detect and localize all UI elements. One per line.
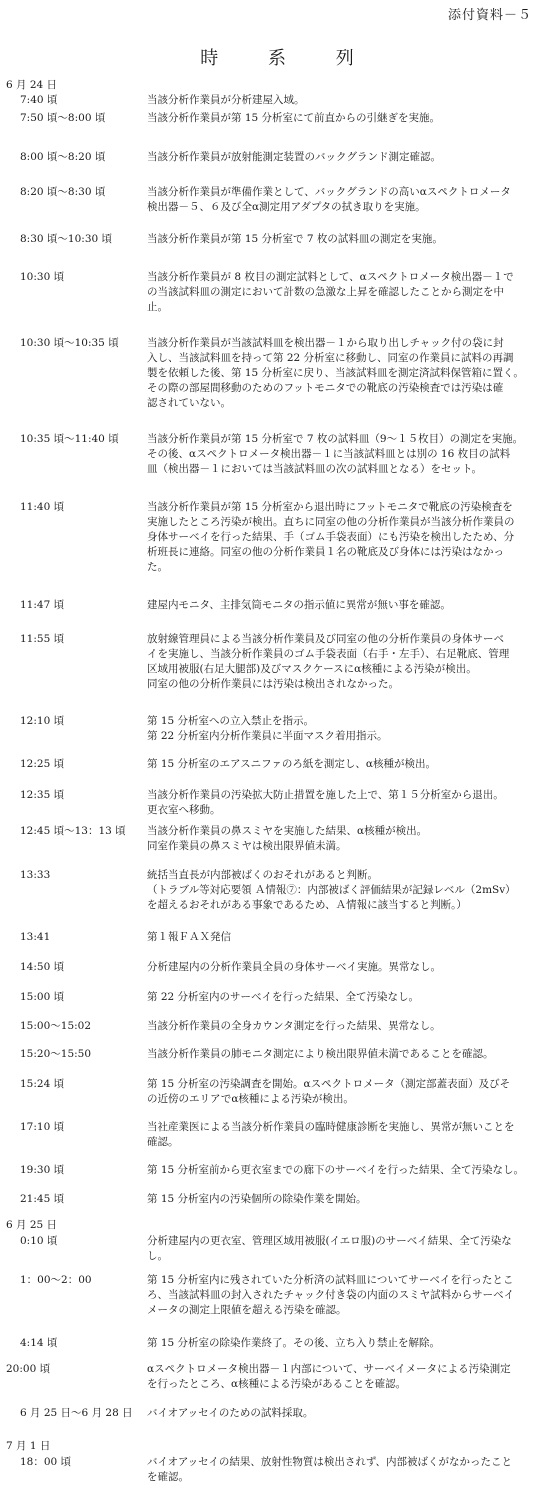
entry-time: 13:41: [20, 931, 51, 943]
entry-line: 当該分析作業員が分析建屋入域。: [147, 94, 305, 106]
entry-line: 第 15 分析室の汚染調査を開始。αスペクトロメータ（測定部蓋表面）及びそ: [147, 1078, 511, 1090]
entry-line: 検出器－５、６及び全α測定用アダプタの拭き取りを実施。: [147, 201, 426, 213]
entry-line: 同室の他の分析作業員には汚染は検出されなかった。: [147, 678, 399, 690]
entry-time: 7:50 頃～8:00 頃: [20, 112, 106, 124]
entry-time: 10:35 頃～11:40 頃: [20, 433, 119, 445]
entry-description: [147, 632, 537, 692]
entry-line: 実施したところ汚染が検出。直ちに同室の他の分析作業員が当該分析作業員の: [147, 516, 515, 528]
entry-description: [147, 598, 537, 613]
entry-line: 当該分析作業員が当該試料皿を検出器－１から取り出しチャック付の袋に封: [147, 337, 504, 349]
entry-line: 析班長に連絡。同室の他の分析作業員１名の靴底及び身体には汚染はなかっ: [147, 546, 504, 558]
page-title: 時 系 列: [200, 48, 376, 69]
entry-description: [147, 1336, 537, 1351]
entry-line: 区域用被服(右足大腿部)及びマスクケースにα核種による汚染が検出。: [147, 663, 477, 675]
entry-time: 0:10 頃: [20, 1235, 58, 1247]
entry-time: 18：00 頃: [20, 1456, 72, 1468]
entry-line: その際の部屋間移動のためのフットモニタでの靴底の汚染検査では汚染は確: [147, 382, 504, 394]
entry-time: 15:24 頃: [20, 1078, 65, 1090]
entry-description: [147, 185, 537, 215]
entry-line: 当該分析作業員が第 15 分析室で 7 枚の試料皿（9～１５枚目）の測定を実施。: [147, 433, 524, 445]
entry-description: [147, 270, 537, 315]
entry-line: 当該分析作業員の汚染拡大防止措置を施した上で、第１５分析室から退出。: [147, 789, 504, 801]
entry-line: 入し、当該試料皿を持って第 22 分析室に移動し、同室の作業員に試料の再調: [147, 352, 514, 364]
entry-time: 8:00 頃～8:20 頃: [20, 151, 106, 163]
entry-description: [147, 1234, 537, 1264]
entry-time: 15:20～15:50: [20, 1048, 92, 1060]
entry-line: 確認。: [147, 1136, 179, 1148]
entry-time: 15:00～15:02: [20, 1020, 92, 1032]
entry-line: の近傍のエリアでα核種による汚染が検出。: [147, 1093, 354, 1105]
entry-description: [147, 232, 537, 247]
entry-description: [147, 757, 537, 772]
entry-time: 19:30 頃: [20, 1164, 65, 1176]
entry-time: 11:47 頃: [20, 599, 65, 611]
entry-line: 第 15 分析室の除染作業終了。その後、立ち入り禁止を解除。: [147, 1337, 441, 1349]
entry-time: 14:50 頃: [20, 961, 65, 973]
entry-description: [147, 1362, 537, 1392]
entry-line: 第 15 分析室のエアスニファのろ紙を測定し、α核種が検出。: [147, 758, 436, 770]
entry-line: 建屋内モニタ、主排気筒モニタの指示値に異常が無い事を確認。: [147, 599, 451, 611]
entry-description: [147, 788, 537, 818]
entry-line: 第 22 分析室内分析作業員に半面マスク着用指示。: [147, 730, 388, 742]
entry-description: [147, 1120, 537, 1150]
entry-description: [147, 930, 537, 945]
entry-time: 8:20 頃～8:30 頃: [20, 186, 106, 198]
entry-time: 1：00～2：00: [20, 1274, 92, 1286]
entry-time: 21:45 頃: [20, 1193, 65, 1205]
entry-line: 当該分析作業員の鼻スミヤを実施した結果、α核種が検出。: [147, 825, 428, 837]
entry-line: 第 15 分析室内に残されていた分析済の試料皿についてサーベイを行ったとこ: [147, 1274, 514, 1286]
entry-time: 6 月 25 日～6 月 28 日: [20, 1407, 133, 1419]
entry-description: [147, 150, 537, 165]
entry-line: 当該分析作業員が放射能測定装置のバックグランド測定確認。: [147, 151, 441, 163]
entry-line: メータの測定上限値を超える汚染を確認。: [147, 1304, 347, 1316]
entry-line: 止。: [147, 301, 168, 313]
entry-line: の当該試料皿の測定において計数の急激な上昇を確認したことから測定を中: [147, 286, 504, 298]
entry-time: 13:33: [20, 869, 51, 881]
entry-time: 8:30 頃～10:30 頃: [20, 233, 113, 245]
entry-description: [147, 111, 537, 126]
entry-description: [147, 336, 537, 411]
entry-description: [147, 714, 537, 744]
entry-description: [147, 1273, 537, 1318]
entry-line: 当該分析作業員が第 15 分析室にて前直からの引継ぎを実施。: [147, 112, 441, 124]
entry-line: を超えるおそれがある事象であるため、Ａ情報に該当すると判断。）: [147, 899, 467, 911]
entry-line: （トラブル等対応要領 Ａ情報⑦：内部被ばく評価結果が記録レベル（2mSv）: [147, 884, 516, 896]
entry-description: [147, 824, 537, 854]
entry-line: 皿（検出器－１においては当該試料皿の次の試料皿となる）をセット。: [147, 463, 483, 475]
entry-line: を確認。: [147, 1471, 189, 1483]
entry-time: 4:14 頃: [20, 1337, 58, 1349]
entry-line: 更衣室へ移動。: [147, 804, 221, 816]
entry-line: し。: [147, 1250, 168, 1262]
entry-description: [147, 1406, 537, 1421]
date-heading: 6 月 24 日: [6, 79, 58, 91]
entry-description: [147, 1455, 537, 1485]
entry-time: 17:10 頃: [20, 1121, 65, 1133]
entry-time: 12:35 頃: [20, 789, 65, 801]
entry-time: 10:30 頃: [20, 271, 65, 283]
entry-line: その後、αスペクトロメータ検出器－１に当該試料皿とは別の 16 枚目の試料: [147, 448, 511, 460]
entry-line: バイオアッセイの結果、放射性物質は検出されず、内部被ばくがなかったこと: [147, 1456, 512, 1468]
attachment-label: 添付資料－５: [447, 8, 532, 23]
entry-description: [147, 1192, 537, 1207]
entry-line: 第 22 分析室内のサーベイを行った結果、全て汚染なし。: [147, 991, 420, 1003]
entry-line: 当該分析作業員が 8 枚目の測定試料として、αスペクトロメータ検出器－１で: [147, 271, 514, 283]
entry-time: 12:25 頃: [20, 758, 65, 770]
date-heading: 7 月 1 日: [6, 1440, 51, 1452]
entry-line: ろ、当該試料皿の封入されたチャック付き袋の内面のスミヤ試料からサーベイ: [147, 1289, 515, 1301]
entry-line: 放射線管理員による当該分析作業員及び同室の他の分析作業員の身体サーベ: [147, 633, 504, 645]
entry-line: た。: [147, 561, 168, 573]
entry-line: 第 15 分析室内の汚染個所の除染作業を開始。: [147, 1193, 367, 1205]
entry-line: 当該分析作業員の全身カウンタ測定を行った結果、異常なし。: [147, 1020, 441, 1032]
entry-line: 製を依頼した後、第 15 分析室に戻り、当該試料皿を測定済試料保管箱に置く。: [147, 367, 524, 379]
entry-line: 身体サーベイを行った結果、手（ゴム手袋表面）にも汚染を検出したため、分: [147, 531, 515, 543]
entry-time: 15:00 頃: [20, 991, 65, 1003]
entry-time: 12:10 頃: [20, 715, 65, 727]
entry-line: 第 15 分析室への立入禁止を指示。: [147, 715, 315, 727]
entry-time: 20:00 頃: [6, 1363, 51, 1375]
entry-description: [147, 500, 537, 575]
entry-line: 当該分析作業員が準備作業として、バックグランドの高いαスペクトロメータ: [147, 186, 511, 198]
entry-description: [147, 93, 537, 108]
entry-description: [147, 1047, 537, 1062]
entry-line: 第１報ＦＡＸ発信: [147, 931, 231, 943]
entry-description: [147, 1077, 537, 1107]
entry-line: 統括当直長が内部被ばくのおそれがあると判断。: [147, 869, 378, 881]
entry-line: 分析建屋内の分析作業員全員の身体サーベイ実施。異常なし。: [147, 961, 441, 973]
entry-line: イを実施し、当該分析作業員のゴム手袋表面（右手・左手）、右足靴底、管理: [147, 648, 510, 660]
entry-line: 当該分析作業員が第 15 分析室で 7 枚の試料皿の測定を実施。: [147, 233, 443, 245]
entry-description: [147, 432, 537, 477]
entry-description: [147, 960, 537, 975]
entry-line: 認されていない。: [147, 397, 231, 409]
entry-line: 当該分析作業員が第 15 分析室から退出時にフットモニタで靴底の汚染検査を: [147, 501, 513, 513]
entry-time: 12:45 頃～13：13 頃: [20, 825, 126, 837]
entry-line: を行ったところ、α核種による汚染があることを確認。: [147, 1378, 407, 1390]
entry-line: 当該分析作業員の肺モニタ測定により検出限界値未満であることを確認。: [147, 1048, 494, 1060]
entry-time: 11:55 頃: [20, 633, 65, 645]
entry-description: [147, 868, 537, 913]
entry-line: 当社産業医による当該分析作業員の臨時健康診断を実施し、異常が無いことを: [147, 1121, 515, 1133]
entry-time: 10:30 頃～10:35 頃: [20, 337, 119, 349]
entry-line: αスペクトロメータ検出器－１内部について、サーベイメータによる汚染測定: [147, 1363, 511, 1375]
entry-line: 第 15 分析室前から更衣室までの廊下のサーベイを行った結果、全て汚染なし。: [147, 1164, 525, 1176]
entry-time: 11:40 頃: [20, 501, 65, 513]
entry-line: 同室作業員の鼻スミヤは検出限界値未満。: [147, 840, 347, 852]
entry-description: [147, 1163, 537, 1178]
date-heading: 6 月 25 日: [6, 1219, 58, 1231]
entry-description: [147, 1019, 537, 1034]
entry-description: [147, 990, 537, 1005]
entry-line: バイオアッセイのための試料採取。: [147, 1407, 314, 1419]
entry-line: 分析建屋内の更衣室、管理区域用被服(イエロ服)のサーベイ結果、全て汚染な: [147, 1235, 512, 1247]
entry-time: 7:40 頃: [20, 94, 58, 106]
